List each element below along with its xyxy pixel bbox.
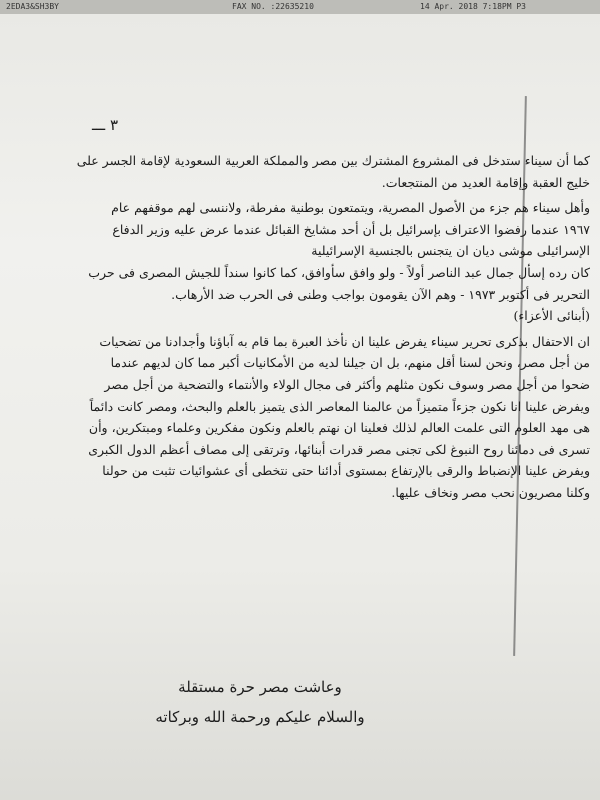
paragraph-line: وكلنا مصريون نحب مصر ونخاف عليها. bbox=[391, 484, 590, 500]
fax-sender-id: 2EDA3&SH3BY bbox=[6, 2, 59, 11]
paragraph-line: تسرى فى دمائنا روح النبوغ لكى تجنى مصر قدرات أبنائها، وترتقى إلى مصاف أعظم الدول الكبرى bbox=[88, 441, 590, 457]
fax-header bbox=[0, 0, 600, 14]
closing-salutation: والسلام عليكم ورحمة الله وبركاته bbox=[155, 708, 365, 726]
paragraph-line: ويفرض علينا الإنضباط والرقى بالإرتفاع بمستوى أدائنا حتى نتخطى أى عشوائيات تثبت من حولنا bbox=[102, 463, 590, 479]
paragraph-line: وأهل سيناء هم جزء من الأصول المصرية، ويتمتعون بوطنية مفرطة، ولاننسى لهم موقفهم عام bbox=[111, 200, 590, 216]
letter-closing bbox=[110, 672, 410, 732]
paragraph-line: ويفرض علينا انا نكون جزءاً متميزاً من عالمنا المعاصر الذى يتميز بالعلم والبحث، ومصر كانت دائماً bbox=[89, 398, 590, 414]
paragraph-line: كان رده إسأل جمال عبد الناصر أولاً - ولو وافق سأوافق، كما كانوا سنداً للجيش المصرى فى حرب bbox=[88, 264, 590, 280]
paragraph-line: التحرير فى أكتوبر ١٩٧٣ - وهم الآن يقومون بواجب وطنى فى الحرب ضد الأرهاب. bbox=[171, 286, 590, 302]
paragraph-line: هى مهد العلوم التى علمت العالم لذلك فعلينا ان نهتم بالعلم ونكون مفكرين وعلماء ومبتكرين، وأن bbox=[88, 420, 590, 436]
paragraph-line: ضحوا من أجل مصر وسوف نكون مثلهم وأكثر فى مجال الولاء والأنتماء والتضحية من أجل مصر bbox=[104, 376, 590, 392]
paragraph-line: خليج العقبة وإقامة العديد من المنتجعات. bbox=[381, 174, 590, 190]
closing-line: وعاشت مصر حرة مستقلة bbox=[178, 678, 342, 696]
paragraph-line: كما أن سيناء ستدخل فى المشروع المشترك بين مصر والمملكة العربية السعودية لإقامة الجسر على bbox=[76, 153, 590, 168]
page-number: ٣ ـــ bbox=[91, 116, 118, 134]
paragraph-line: ١٩٦٧ عندما رفضوا الاعتراف بإسرائيل بل أن أحد مشايخ القبائل عندما عرض عليه وزير الدفاع bbox=[112, 221, 590, 237]
paragraph-line: من أجل مصر، ونحن لسنا أقل منهم، بل ان جيلنا لديه من الأمكانيات أكبر مما كان لديهم عندما bbox=[110, 355, 590, 371]
section-heading: (أبنائى الأعزاء) bbox=[513, 308, 590, 324]
letter-body bbox=[22, 150, 590, 504]
paragraph-line: الإسرائيلى موشى ديان ان يتجنس بالجنسية الإسرائيلية bbox=[311, 243, 590, 259]
fax-date-time: 14 Apr. 2018 7:18PM P3 bbox=[420, 2, 526, 11]
paragraph-line: ان الاحتفال بذكرى تحرير سيناء يفرض علينا ان نأخذ العبرة بما قام به آباؤنا وأجدادنا من تضحيات bbox=[99, 333, 590, 349]
fax-number: FAX NO. :22635210 bbox=[232, 2, 314, 11]
